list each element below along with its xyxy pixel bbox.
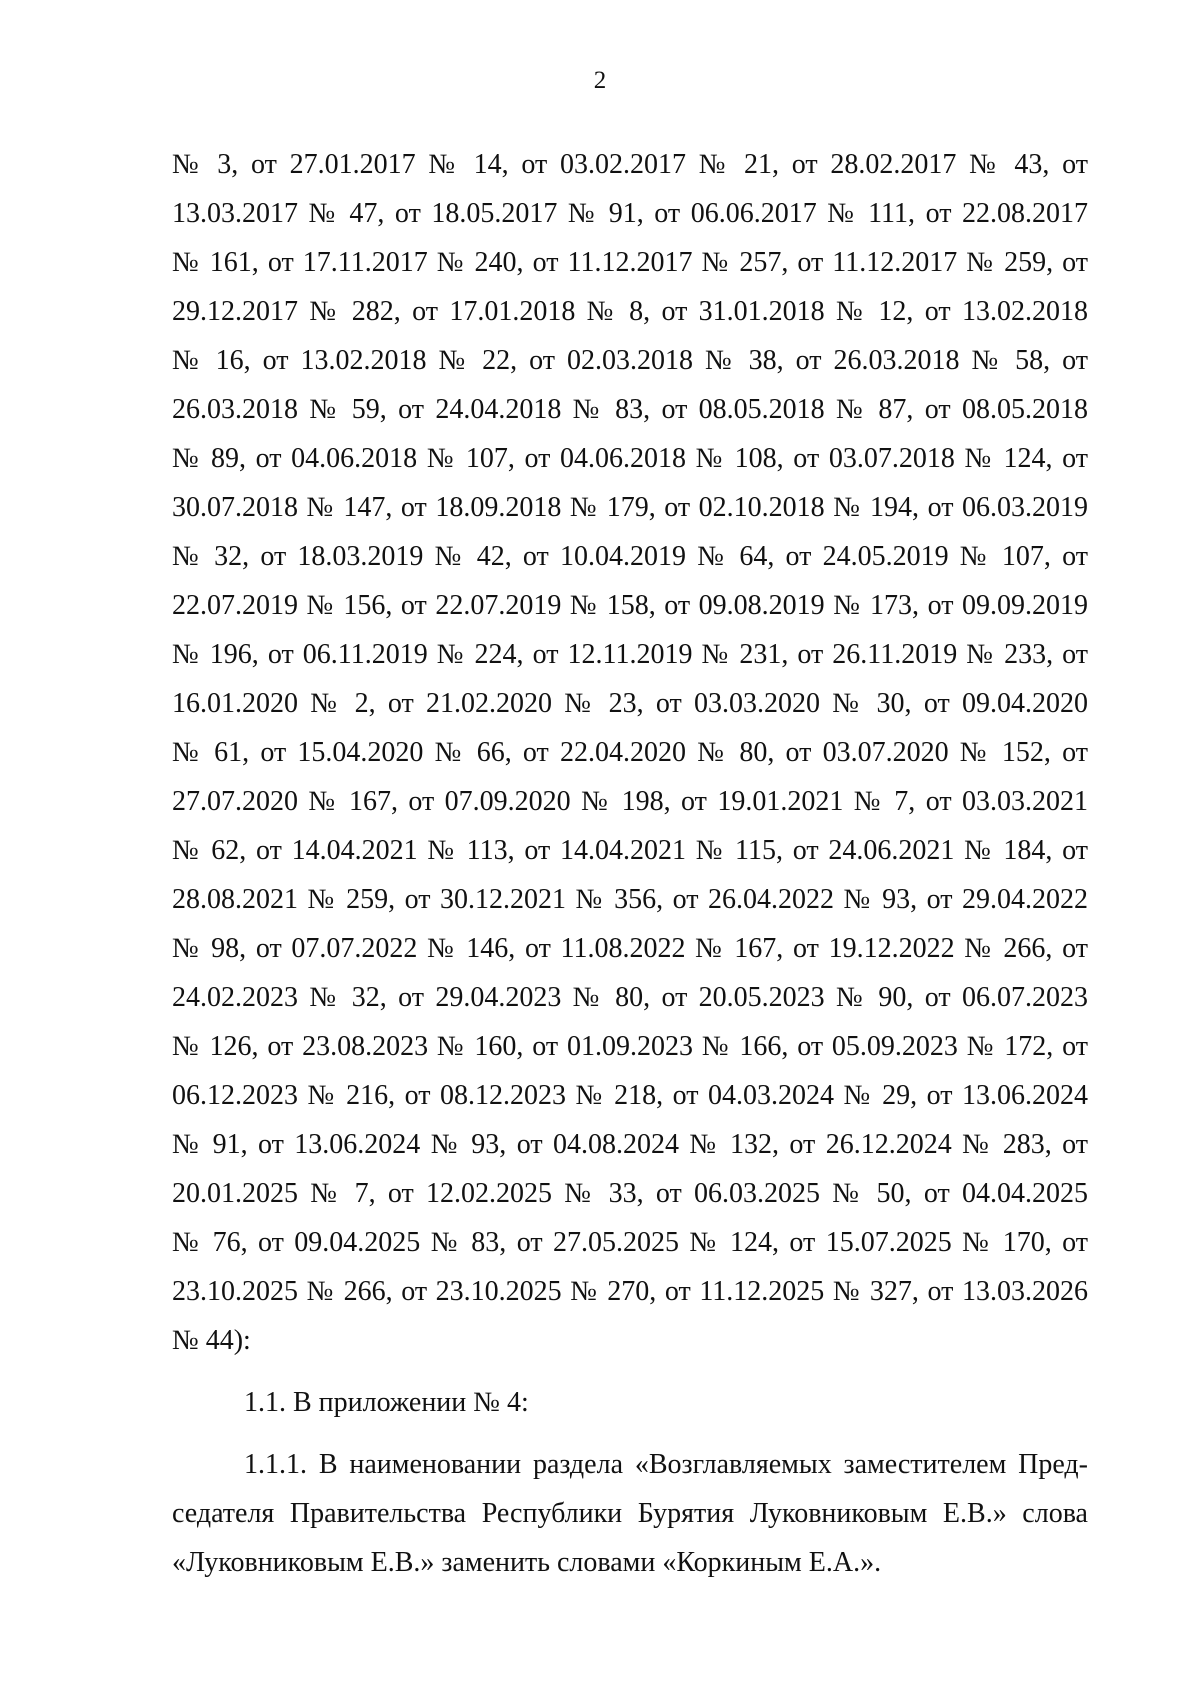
text-line: 1.1.1. В наименовании раздела «Возглавляемых заместителем Пред-	[244, 1449, 1088, 1480]
item-1-1-1	[172, 1440, 1088, 1587]
text-line: 06.12.2023 № 216, от 08.12.2023 № 218, от 04.03.2024 № 29, от 13.06.2024	[172, 1080, 1088, 1111]
paragraph-gap	[172, 1427, 1088, 1440]
page-number: 2	[593, 67, 607, 94]
text-line: № 44):	[172, 1325, 251, 1356]
text-line: 20.01.2025 № 7, от 12.02.2025 № 33, от 06.03.2025 № 50, от 04.04.2025	[172, 1178, 1088, 1209]
text-line: 22.07.2019 № 156, от 22.07.2019 № 158, от 09.08.2019 № 173, от 09.09.2019	[172, 590, 1088, 621]
text-line: 16.01.2020 № 2, от 21.02.2020 № 23, от 03.03.2020 № 30, от 09.04.2020	[172, 688, 1088, 719]
text-line: № 3, от 27.01.2017 № 14, от 03.02.2017 № 21, от 28.02.2017 № 43, от	[172, 149, 1088, 180]
text-line: № 61, от 15.04.2020 № 66, от 22.04.2020 № 80, от 03.07.2020 № 152, от	[172, 737, 1088, 768]
item-1-1	[172, 1378, 1088, 1427]
text-line: 24.02.2023 № 32, от 29.04.2023 № 80, от 20.05.2023 № 90, от 06.07.2023	[172, 982, 1088, 1013]
text-line: № 196, от 06.11.2019 № 224, от 12.11.2019 № 231, от 26.11.2019 № 233, от	[172, 639, 1088, 670]
text-line: «Луковниковым Е.В.» заменить словами «Коркиным Е.А.».	[172, 1547, 882, 1578]
text-line: № 89, от 04.06.2018 № 107, от 04.06.2018 № 108, от 03.07.2018 № 124, от	[172, 443, 1088, 474]
text-line: № 91, от 13.06.2024 № 93, от 04.08.2024 № 132, от 26.12.2024 № 283, от	[172, 1129, 1088, 1160]
text-line: № 126, от 23.08.2023 № 160, от 01.09.2023 № 166, от 05.09.2023 № 172, от	[172, 1031, 1088, 1062]
paragraph-gap	[172, 1365, 1088, 1378]
text-line: 23.10.2025 № 266, от 23.10.2025 № 270, от 11.12.2025 № 327, от 13.03.2026	[172, 1276, 1088, 1307]
text-line: № 62, от 14.04.2021 № 113, от 14.04.2021 № 115, от 24.06.2021 № 184, от	[172, 835, 1088, 866]
text-line: седателя Правительства Республики Бурятия Луковниковым Е.В.» слова	[172, 1498, 1088, 1529]
text-line: 29.12.2017 № 282, от 17.01.2018 № 8, от 31.01.2018 № 12, от 13.02.2018	[172, 296, 1088, 327]
text-line: № 98, от 07.07.2022 № 146, от 11.08.2022 № 167, от 19.12.2022 № 266, от	[172, 933, 1088, 964]
text-line: 13.03.2017 № 47, от 18.05.2017 № 91, от 06.06.2017 № 111, от 22.08.2017	[172, 198, 1088, 229]
item-1-1-text: 1.1. В приложении № 4:	[244, 1387, 529, 1418]
text-line: № 161, от 17.11.2017 № 240, от 11.12.2017 № 257, от 11.12.2017 № 259, от	[172, 247, 1088, 278]
text-line: № 32, от 18.03.2019 № 42, от 10.04.2019 № 64, от 24.05.2019 № 107, от	[172, 541, 1088, 572]
amendments-list-paragraph	[172, 140, 1088, 1365]
text-line: 28.08.2021 № 259, от 30.12.2021 № 356, от 26.04.2022 № 93, от 29.04.2022	[172, 884, 1088, 915]
document-body	[172, 140, 1088, 1587]
text-line: 26.03.2018 № 59, от 24.04.2018 № 83, от 08.05.2018 № 87, от 08.05.2018	[172, 394, 1088, 425]
text-line: № 16, от 13.02.2018 № 22, от 02.03.2018 № 38, от 26.03.2018 № 58, от	[172, 345, 1088, 376]
text-line: № 76, от 09.04.2025 № 83, от 27.05.2025 № 124, от 15.07.2025 № 170, от	[172, 1227, 1088, 1258]
text-line: 30.07.2018 № 147, от 18.09.2018 № 179, от 02.10.2018 № 194, от 06.03.2019	[172, 492, 1088, 523]
text-line: 27.07.2020 № 167, от 07.09.2020 № 198, от 19.01.2021 № 7, от 03.03.2021	[172, 786, 1088, 817]
